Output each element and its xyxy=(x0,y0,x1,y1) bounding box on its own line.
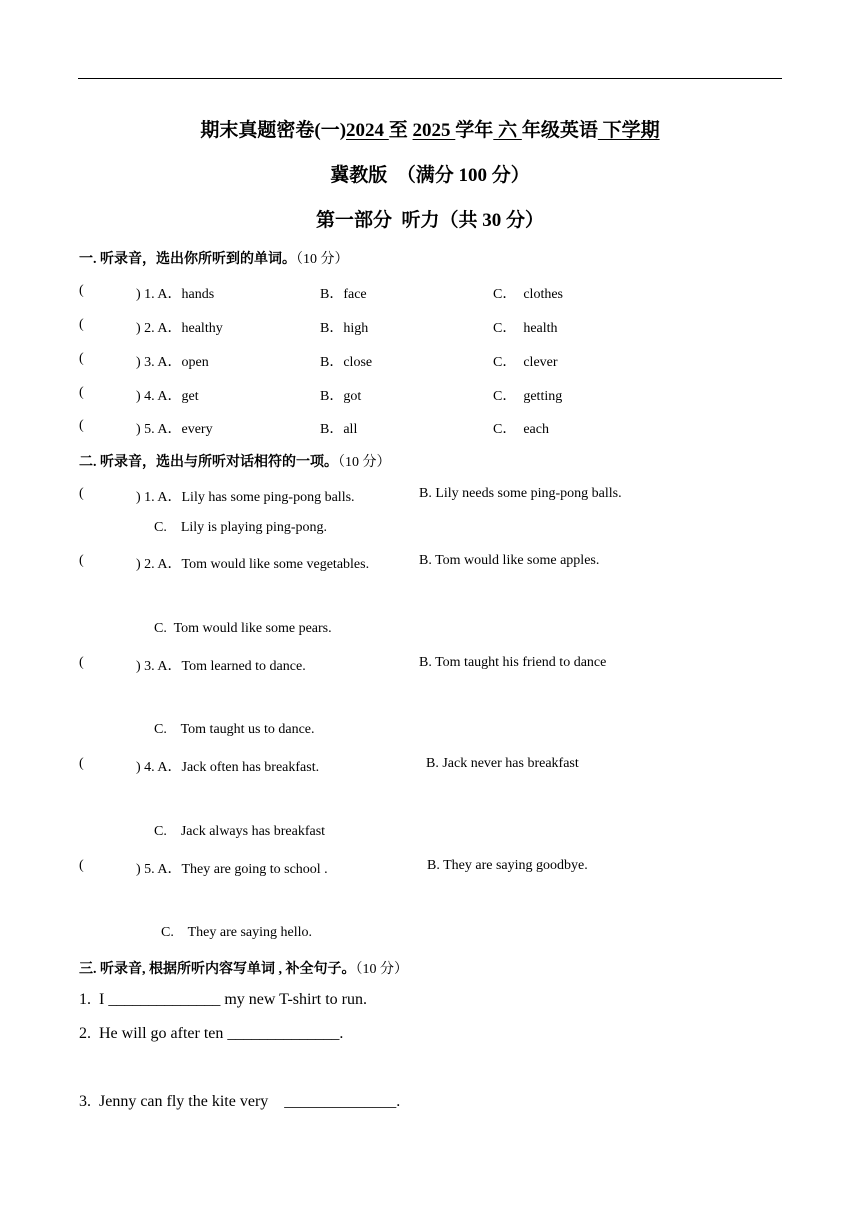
option-b: B．high xyxy=(320,321,369,336)
option-a: ) 1. A．hands xyxy=(136,287,215,302)
answer-bracket: ( xyxy=(79,553,84,568)
answer-bracket: ( xyxy=(79,486,84,501)
option-a: ) 2. A．healthy xyxy=(136,321,223,336)
option-b: B．face xyxy=(320,287,367,302)
option-b: B. Lily needs some ping-pong balls. xyxy=(419,486,622,501)
option-a: ) 2. A．Tom would like some vegetables. xyxy=(136,557,370,572)
answer-bracket: ( xyxy=(79,655,84,670)
option-a: ) 5. A．every xyxy=(136,422,213,437)
option-a: ) 1. A．Lily has some ping-pong balls. xyxy=(136,490,355,505)
section3-heading: 三. 听录音, 根据所听内容写单词 , 补全句子。（10 分） xyxy=(79,962,408,977)
part-heading: 第一部分 听力（共 30 分） xyxy=(315,210,544,231)
option-c: C. Tom taught us to dance. xyxy=(154,722,315,737)
option-a: ) 3. A．Tom learned to dance. xyxy=(136,659,306,674)
option-b: B．got xyxy=(320,389,362,404)
fill-blank-1: 1. I ______________ my new T-shirt to run. xyxy=(79,991,367,1008)
answer-bracket: ( xyxy=(79,317,84,332)
option-b: B. Tom would like some apples. xyxy=(419,553,600,568)
option-b: B．close xyxy=(320,355,373,370)
option-b: B. They are saying goodbye. xyxy=(427,858,588,873)
option-c: C． clever xyxy=(493,355,558,370)
page-subtitle: 冀教版 （满分 100 分） xyxy=(330,165,530,186)
section1-heading: 一. 听录音，选出你所听到的单词。（10 分） xyxy=(79,252,349,267)
option-c: C． clothes xyxy=(493,287,563,302)
option-a: ) 4. A．Jack often has breakfast. xyxy=(136,760,320,775)
option-c: C. They are saying hello. xyxy=(161,925,312,940)
fill-blank-2: 2. He will go after ten ______________. xyxy=(79,1025,344,1042)
section2-heading: 二. 听录音，选出与所听对话相符的一项。（10 分） xyxy=(79,455,391,470)
option-b: B. Tom taught his friend to dance xyxy=(419,655,607,670)
option-c: C． getting xyxy=(493,389,563,404)
page-title: 期末真题密卷(一)2024 至 2025 学年 六 年级英语 下学期 xyxy=(200,120,660,141)
answer-bracket: ( xyxy=(79,418,84,433)
answer-bracket: ( xyxy=(79,858,84,873)
option-c: C． each xyxy=(493,422,549,437)
answer-bracket: ( xyxy=(79,385,84,400)
fill-blank-3: 3. Jenny can fly the kite very ______________. xyxy=(79,1093,401,1110)
option-c: C. Tom would like some pears. xyxy=(154,621,332,636)
answer-bracket: ( xyxy=(79,756,84,771)
answer-bracket: ( xyxy=(79,283,84,298)
option-c: C. Lily is playing ping-pong. xyxy=(154,520,328,535)
option-c: C． health xyxy=(493,321,558,336)
option-a: ) 4. A．get xyxy=(136,389,199,404)
option-b: B. Jack never has breakfast xyxy=(426,756,579,771)
option-a: ) 5. A．They are going to school . xyxy=(136,862,328,877)
option-b: B．all xyxy=(320,422,358,437)
answer-bracket: ( xyxy=(79,351,84,366)
top-rule xyxy=(78,78,782,79)
option-c: C. Jack always has breakfast xyxy=(154,824,326,839)
option-a: ) 3. A．open xyxy=(136,355,209,370)
